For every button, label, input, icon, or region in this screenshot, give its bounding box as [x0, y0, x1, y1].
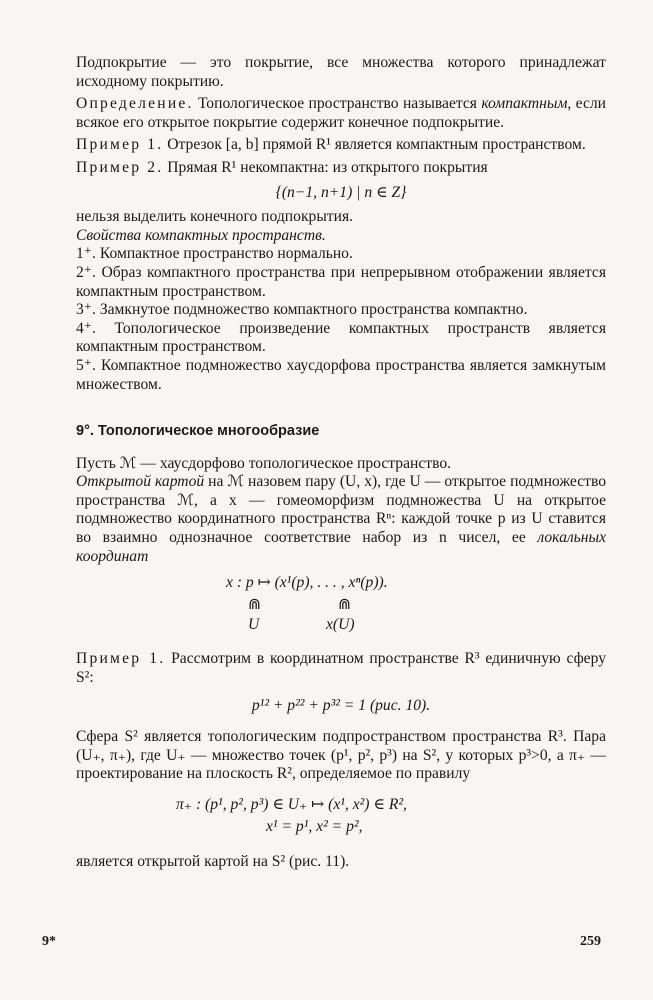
- sphere-example-label: Пример 1.: [76, 650, 166, 668]
- definition-term: компактным: [481, 95, 568, 113]
- property-3: 3⁺. Замкнутое подмножество компактного пространства компактно.: [76, 301, 528, 319]
- paragraph-no-subcover: нельзя выделить конечного подпокрытия.: [76, 208, 354, 226]
- properties-title: Свойства компактных пространств.: [76, 226, 326, 244]
- definition-text-a: Топологическое пространство называется: [193, 95, 482, 113]
- example-2-text: Прямая R¹ некомпактна: из открытого покрытия: [163, 158, 488, 176]
- paragraph-subcover: Подпокрытие — это покрытие, все множества которого принадлежат исходному покрытию.: [76, 54, 606, 90]
- property-2: 2⁺. Образ компактного пространства при непрерывном отображении является компактным пространством.: [76, 263, 606, 300]
- example-1-text: Отрезок [a, b] прямой R¹ является компактным пространством.: [163, 136, 586, 154]
- formula-open-cover: {(n−1, n+1) | n ∈ Z}: [275, 183, 407, 201]
- map-image: x(U): [326, 616, 355, 634]
- local-coords-term: локальных координат: [76, 529, 606, 565]
- definition-text-b: , если всякое его открытое покрытие содержит конечное подпокрытие.: [76, 95, 607, 131]
- formula-sphere: p¹² + p²² + p³² = 1 (рис. 10).: [251, 697, 431, 715]
- map-line: x : p ↦ (x¹(p), . . . , xⁿ(p)).: [226, 574, 388, 592]
- paragraph-definition: [76, 95, 606, 132]
- property-5: 5⁺. Компактное подмножество хаусдорфова пространства является замкнутым множеством.: [76, 356, 606, 393]
- paragraph-example-2: [76, 159, 606, 178]
- property-1: 1⁺. Компактное пространство нормально.: [76, 245, 353, 263]
- property-4: 4⁺. Топологическое произведение компактных пространств является компактным пространством.: [76, 319, 606, 356]
- paragraph-open-chart: [76, 473, 606, 566]
- open-chart-text: на ℳ назовем пару (U, x), где U — открытое подмножество пространства ℳ, а x — гомеоморфизм подмножества U на открытое подмножество координатного пространства Rⁿ: каждой точке p из U ставится во взаимно однозначное соответствие набор из n чисел, ее: [76, 473, 607, 547]
- subset-symbol-1: ⋒: [248, 596, 262, 614]
- section-heading: 9°. Топологическое многообразие: [76, 423, 320, 440]
- example-1-label: Пример 1.: [76, 136, 164, 154]
- paragraph-sphere-example: [76, 650, 606, 687]
- page-body: [76, 54, 606, 872]
- paragraph-open-chart-result: является открытой картой на S² (рис. 11).: [76, 853, 350, 870]
- signature-mark: 9*: [42, 934, 56, 949]
- projection-line-1: π₊ : (p¹, p², p³) ∈ U₊ ↦ (x¹, x²) ∈ R²,: [176, 795, 407, 813]
- coordinate-map-formula: [76, 574, 606, 644]
- example-2-label: Пример 2.: [76, 158, 164, 176]
- subset-symbol-2: ⋒: [338, 596, 352, 614]
- paragraph-sphere-chart: Сфера S² является топологическим подпространством пространства R³. Пара (U₊, π₊), где U₊ — множество точек (p¹, p², p³) на S², у которых p³>0, а π₊ — проектирование на плоскость R², определяемое по правилу: [76, 728, 606, 783]
- paragraph-manifold-def: Пусть ℳ — хаусдорфово топологическое пространство.: [76, 454, 452, 472]
- open-chart-term: Открытой картой: [76, 473, 205, 491]
- paragraph-example-1: [76, 136, 606, 155]
- map-domain: U: [248, 616, 260, 634]
- sphere-example-text: Рассмотрим в координатном пространстве R³ единичную сферу S²:: [76, 650, 606, 686]
- projection-line-2: x¹ = p¹, x² = p²,: [266, 818, 363, 836]
- projection-formula: [76, 796, 606, 837]
- page-number: 259: [580, 934, 601, 949]
- definition-label: Определение.: [76, 95, 194, 113]
